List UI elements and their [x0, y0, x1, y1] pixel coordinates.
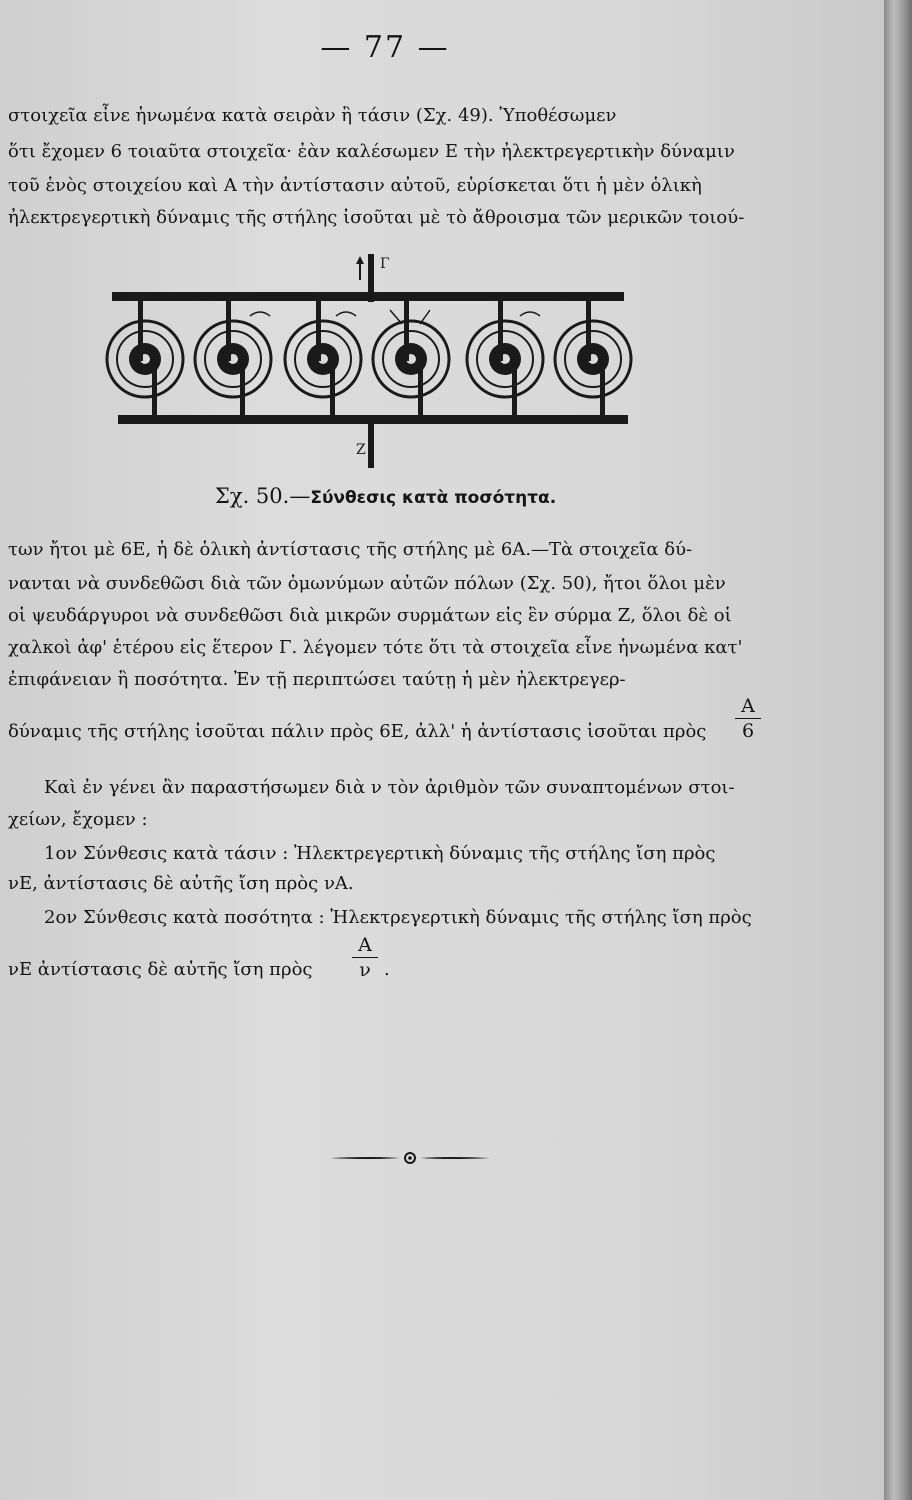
text-line: 2ον Σύνθεσις κατὰ ποσότητα : Ἠλεκτρεγερτικὴ δύναμις τῆς στήλης ἴση πρὸς [44, 907, 752, 928]
fraction-denominator: 6 [741, 720, 755, 742]
text-line: χείων, ἔχομεν : [8, 809, 148, 830]
cell-2 [195, 301, 271, 417]
fraction-numerator: Α [741, 695, 755, 717]
cell-3 [285, 301, 361, 417]
cell-4 [373, 301, 449, 417]
closing-ornament [330, 1148, 490, 1168]
text-line: ὅτι ἔχομεν 6 τοιαῦτα στοιχεῖα· ἐὰν καλέσωμεν Ε τὴν ἠλεκτρεγερτικὴν δύναμιν [8, 141, 735, 162]
text-line: νανται νὰ συνδεθῶσι διὰ τῶν ὁμωνύμων αὐτῶν πόλων (Σχ. 50), ἤτοι ὅλοι μὲν [8, 573, 726, 594]
text-line: 1ον Σύνθεσις κατὰ τάσιν : Ἠλεκτρεγερτικὴ δύναμις τῆς στήλης ἴση πρὸς [44, 843, 716, 864]
text-line: τοῦ ἑνὸς στοιχείου καὶ Α τὴν ἀντίστασιν αὐτοῦ, εὑρίσκεται ὅτι ἡ μὲν ὁλικὴ [8, 175, 702, 196]
label-bottom: Ζ [356, 442, 366, 458]
cell-5 [467, 301, 543, 417]
fraction-bar [735, 718, 761, 719]
text-line: χαλκοὶ ἀφ' ἑτέρου εἰς ἕτερον Γ. λέγομεν τότε ὅτι τὰ στοιχεῖα εἶνε ἡνωμένα κατ' [8, 637, 743, 658]
fraction-bar [352, 957, 378, 958]
text-line: νΕ ἀντίστασις δὲ αὐτῆς ἴση πρὸς [8, 959, 313, 980]
page-number: — 77 — [320, 30, 450, 65]
top-terminal [368, 254, 374, 302]
text-line: οἱ ψευδάργυροι νὰ συνδεθῶσι διὰ μικρῶν συρμάτων εἰς ἓν σύρμα Ζ, ὅλοι δὲ οἱ [8, 605, 732, 626]
fraction-numerator: Α [358, 934, 372, 956]
label-top: Γ [380, 256, 390, 272]
text-line: νΕ, ἀντίστασις δὲ αὐτῆς ἴση πρὸς νΑ. [8, 873, 354, 894]
bottom-terminal [368, 418, 374, 468]
caption-title: Σύνθεσις κατὰ ποσότητα. [310, 488, 557, 508]
cell-6 [555, 301, 631, 417]
text-line: Καὶ ἐν γένει ἂν παραστήσωμεν διὰ ν τὸν ἀριθμὸν τῶν συναπτομένων στοι- [44, 777, 735, 798]
caption-prefix: Σχ. 50.— [215, 484, 311, 508]
fraction-a-over-6 [735, 695, 761, 742]
text-line: δύναμις τῆς στήλης ἰσοῦται πάλιν πρὸς 6Ε, ἀλλ' ἡ ἀντίστασις ἰσοῦται πρὸς [8, 721, 707, 742]
text-line: ἠλεκτρεγερτικὴ δύναμις τῆς στήλης ἰσοῦται μὲ τὸ ἄθροισμα τῶν μερικῶν τοιού- [8, 207, 745, 228]
text-line: στοιχεῖα εἶνε ἡνωμένα κατὰ σειρὰν ἢ τάσιν (Σχ. 49). Ὑποθέσωμεν [8, 105, 617, 126]
page-edge [884, 0, 912, 1500]
text-line: των ἤτοι μὲ 6Ε, ἡ δὲ ὁλικὴ ἀντίστασις τῆς στήλης μὲ 6Α.—Τὰ στοιχεῖα δύ- [8, 539, 693, 560]
figure-caption [215, 484, 556, 508]
cell-1 [107, 301, 183, 417]
battery-parallel-diagram [100, 240, 640, 470]
text-line: ἐπιφάνειαν ἢ ποσότητα. Ἐν τῇ περιπτώσει ταύτῃ ἡ μὲν ἠλεκτρεγερ- [8, 669, 626, 690]
period: . [384, 959, 390, 980]
fraction-denominator: ν [359, 959, 371, 981]
fraction-a-over-nu [352, 934, 378, 981]
